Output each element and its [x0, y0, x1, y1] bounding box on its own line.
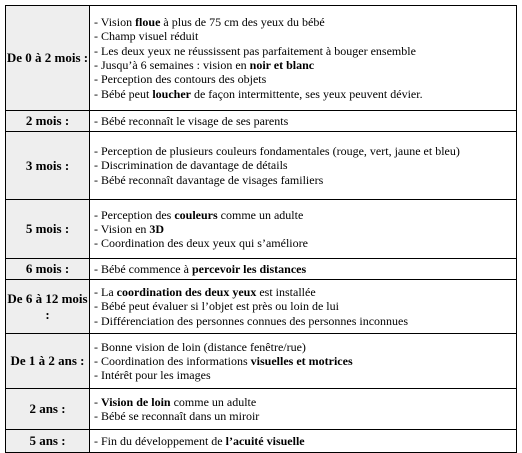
table-row: [6, 389, 517, 430]
table-row: [6, 111, 517, 132]
list-item: - Discrimination de davantage de détails: [94, 158, 288, 173]
list-item: - Bébé commence à percevoir les distances: [94, 261, 307, 276]
age-cell: 5 ans :: [6, 430, 90, 453]
list-item: - Les deux yeux ne réussissent pas parfaitement à bouger ensemble: [94, 43, 416, 58]
description-cell: [90, 280, 517, 334]
list-item: - Bébé peut loucher de façon intermittente, ses yeux peuvent dévier.: [94, 86, 423, 101]
list-item: - Jusqu’à 6 semaines : vision en noir et blanc: [94, 58, 315, 72]
age-cell: De 0 à 2 mois :: [6, 6, 90, 111]
age-cell: 3 mois :: [6, 132, 90, 200]
list-item: - Perception des couleurs comme un adulte: [94, 207, 304, 222]
list-item: - Champ visuel réduit: [94, 29, 199, 44]
list-item: - Perception des contours des objets: [94, 72, 267, 87]
vision-development-table: [5, 5, 517, 453]
list-item: - Coordination des deux yeux qui s’améliore: [94, 236, 308, 251]
table-row: [6, 132, 517, 200]
description-cell: [90, 334, 517, 389]
list-item: - Bébé reconnaît le visage de ses parents: [94, 113, 289, 128]
description-cell: [90, 132, 517, 200]
description-cell: [90, 389, 517, 430]
description-cell: [90, 200, 517, 259]
table-row: [6, 6, 517, 111]
list-item: - Bonne vision de loin (distance fenêtre/rue): [94, 339, 306, 354]
list-item: - Fin du développement de l’acuité visuelle: [94, 433, 305, 448]
table-row: [6, 259, 517, 280]
age-cell: De 6 à 12 mois :: [6, 280, 90, 334]
age-cell: 6 mois :: [6, 259, 90, 280]
description-cell: [90, 259, 517, 280]
table-row: [6, 200, 517, 259]
age-cell: 5 mois :: [6, 200, 90, 259]
list-item: - Vision en 3D: [94, 221, 165, 236]
age-cell: De 1 à 2 ans :: [6, 334, 90, 389]
list-item: - Perception de plusieurs couleurs fondamentales (rouge, vert, jaune et bleu): [94, 144, 460, 159]
age-cell: 2 ans :: [6, 389, 90, 430]
list-item: - Vision de loin comme un adulte: [94, 394, 257, 409]
list-item: - Bébé se reconnaît dans un miroir: [94, 409, 260, 423]
description-cell: [90, 111, 517, 132]
list-item: - Bébé peut évaluer si l’objet est près ou loin de lui: [94, 299, 339, 314]
table-row: [6, 334, 517, 389]
table-row: [6, 280, 517, 334]
age-cell: 2 mois :: [6, 111, 90, 132]
list-item: - Différenciation des personnes connues des personnes inconnues: [94, 313, 409, 328]
description-cell: [90, 6, 517, 111]
list-item: - La coordination des deux yeux est installée: [94, 285, 316, 300]
table-row: [6, 430, 517, 453]
list-item: - Vision floue à plus de 75 cm des yeux du bébé: [94, 15, 325, 30]
list-item: - Intérêt pour les images: [94, 368, 211, 383]
list-item: - Coordination des informations visuelles et motrices: [94, 353, 353, 368]
description-cell: [90, 430, 517, 453]
list-item: - Bébé reconnaît davantage de visages familiers: [94, 172, 324, 187]
